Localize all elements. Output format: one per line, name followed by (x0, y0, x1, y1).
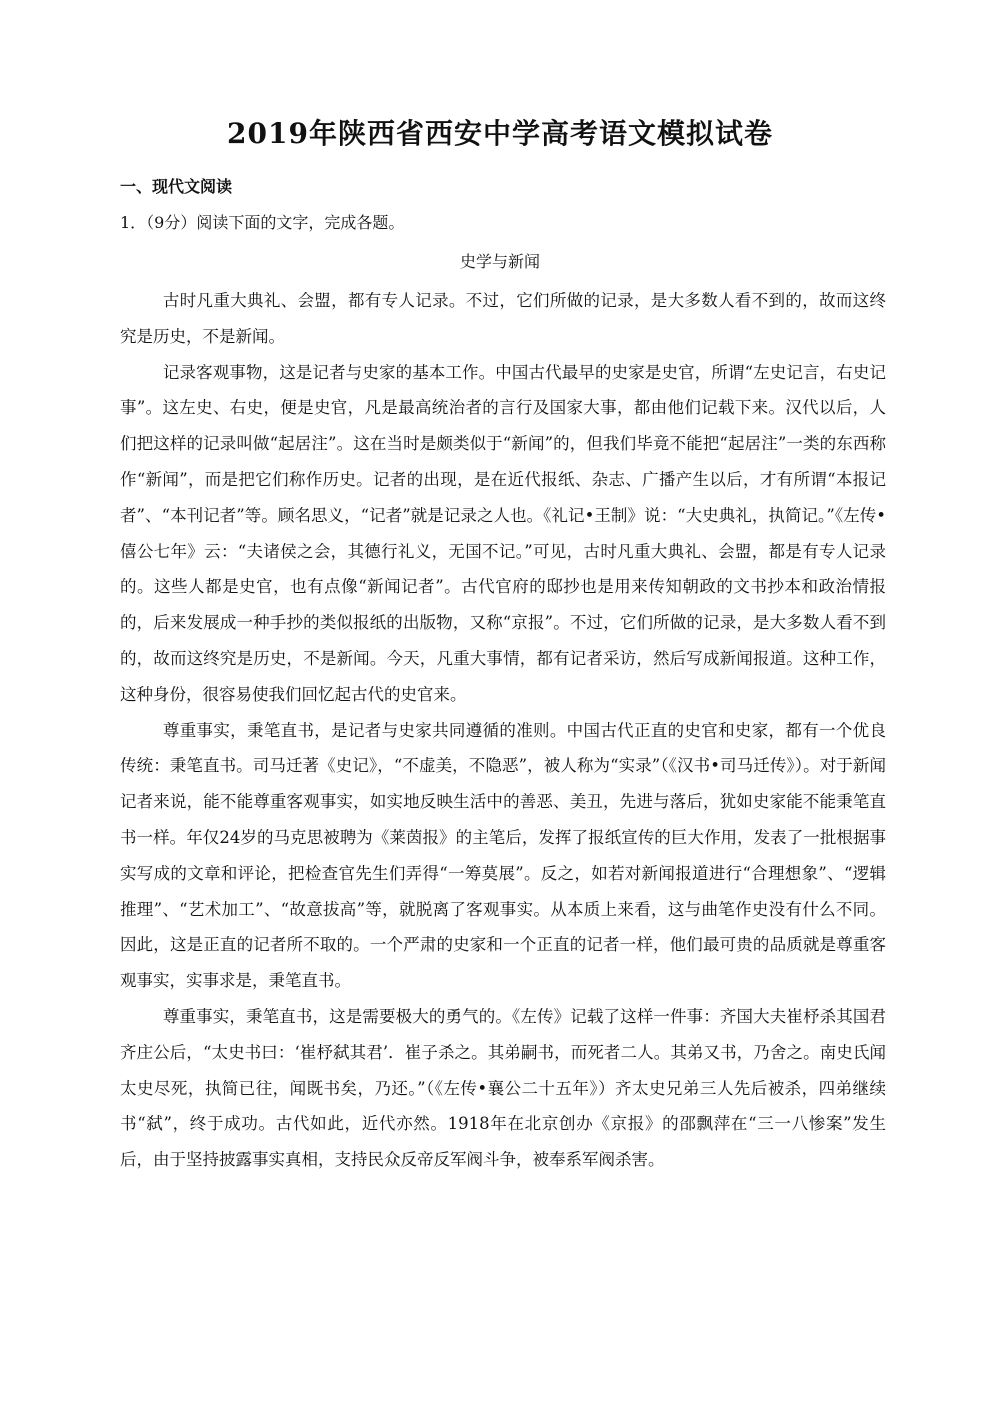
question-instruction: 1．（9分）阅读下面的文字，完成各题。 (120, 213, 405, 232)
paragraph: 尊重事实，秉笔直书，这是需要极大的勇气的。《左传》记载了这样一件事：齐国大夫崔杼杀其国君齐庄公后，“太史书曰：‘崔杼弑其君’．崔子杀之。其弟嗣书，而死者二人。其弟又书，乃舍之。南史氏闻太史尽死，执简已往，闻既书矣，乃还。”（《左传•襄公二十五年》）齐太史兄弟三人先后被杀，四弟继续书“弑”，终于成功。古代如此，近代亦然。1918年在北京创办《京报》的邵飘萍在“三一八惨案”发生后，由于坚持披露事实真相，支持民众反帝反军阀斗争，被奉系军阀杀害。 (120, 1006, 886, 1170)
paragraph: 尊重事实，秉笔直书，是记者与史家共同遵循的准则。中国古代正直的史官和史家，都有一个优良传统：秉笔直书。司马迁著《史记》，“不虚美，不隐恶”，被人称为“实录”（《汉书•司马迁传》）。对于新闻记者来说，能不能尊重客观事实，如实地反映生活中的善恶、美丑，先进与落后，犹如史家能不能秉笔直书一样。年仅24岁的马克思被聘为《莱茵报》的主笔后，发挥了报纸宣传的巨大作用，发表了一批根据事实写成的文章和评论，把检查官先生们弄得“一筹莫展”。反之，如若对新闻报道进行“合理想象”、“逻辑推理”、“艺术加工”、“故意拔高”等，就脱离了客观事实。从本质上来看，这与曲笔作史没有什么不同。因此，这是正直的记者所不取的。一个严肃的史家和一个正直的记者一样，他们最可贵的品质就是尊重客观事实，实事求是，秉笔直书。 (120, 720, 886, 991)
paragraph: 古时凡重大典礼、会盟，都有专人记录。不过，它们所做的记录，是大多数人看不到的，故而这终究是历史，不是新闻。 (120, 291, 886, 346)
article-title: 史学与新闻 (459, 252, 540, 271)
paragraph: 记录客观事物，这是记者与史家的基本工作。中国古代最早的史家是史官，所谓“左史记言，右史记事”。这左史、右史，便是史官，凡是最高统治者的言行及国家大事，都由他们记载下来。汉代以后，人们把这样的记录叫做“起居注”。这在当时是颇类似于“新闻”的，但我们毕竟不能把“起居注”一类的东西称作“新闻”，而是把它们称作历史。记者的出现，是在近代报纸、杂志、广播产生以后，才有所谓“本报记者”、“本刊记者”等。顾名思义，“记者”就是记录之人也。《礼记•王制》说：“大史典礼，执简记。”《左传•僖公七年》云：“夫诸侯之会，其德行礼义，无国不记。”可见，古时凡重大典礼、会盟，都是有专人记录的。这些人都是史官，也有点像“新闻记者”。古代官府的邸抄也是用来传知朝政的文书抄本和政治情报的，后来发展成一种手抄的类似报纸的出版物，又称“京报”。不过，它们所做的记录，是大多数人看不到的，故而这终究是历史，不是新闻。今天，凡重大事情，都有记者采访，然后写成新闻报道。这种工作，这种身份，很容易使我们回忆起古代的史官来。 (120, 362, 886, 704)
section-heading: 一、现代文阅读 (120, 177, 233, 196)
article-body (120, 283, 886, 1178)
exam-title: 2019年陕西省西安中学高考语文模拟试卷 (227, 117, 773, 150)
